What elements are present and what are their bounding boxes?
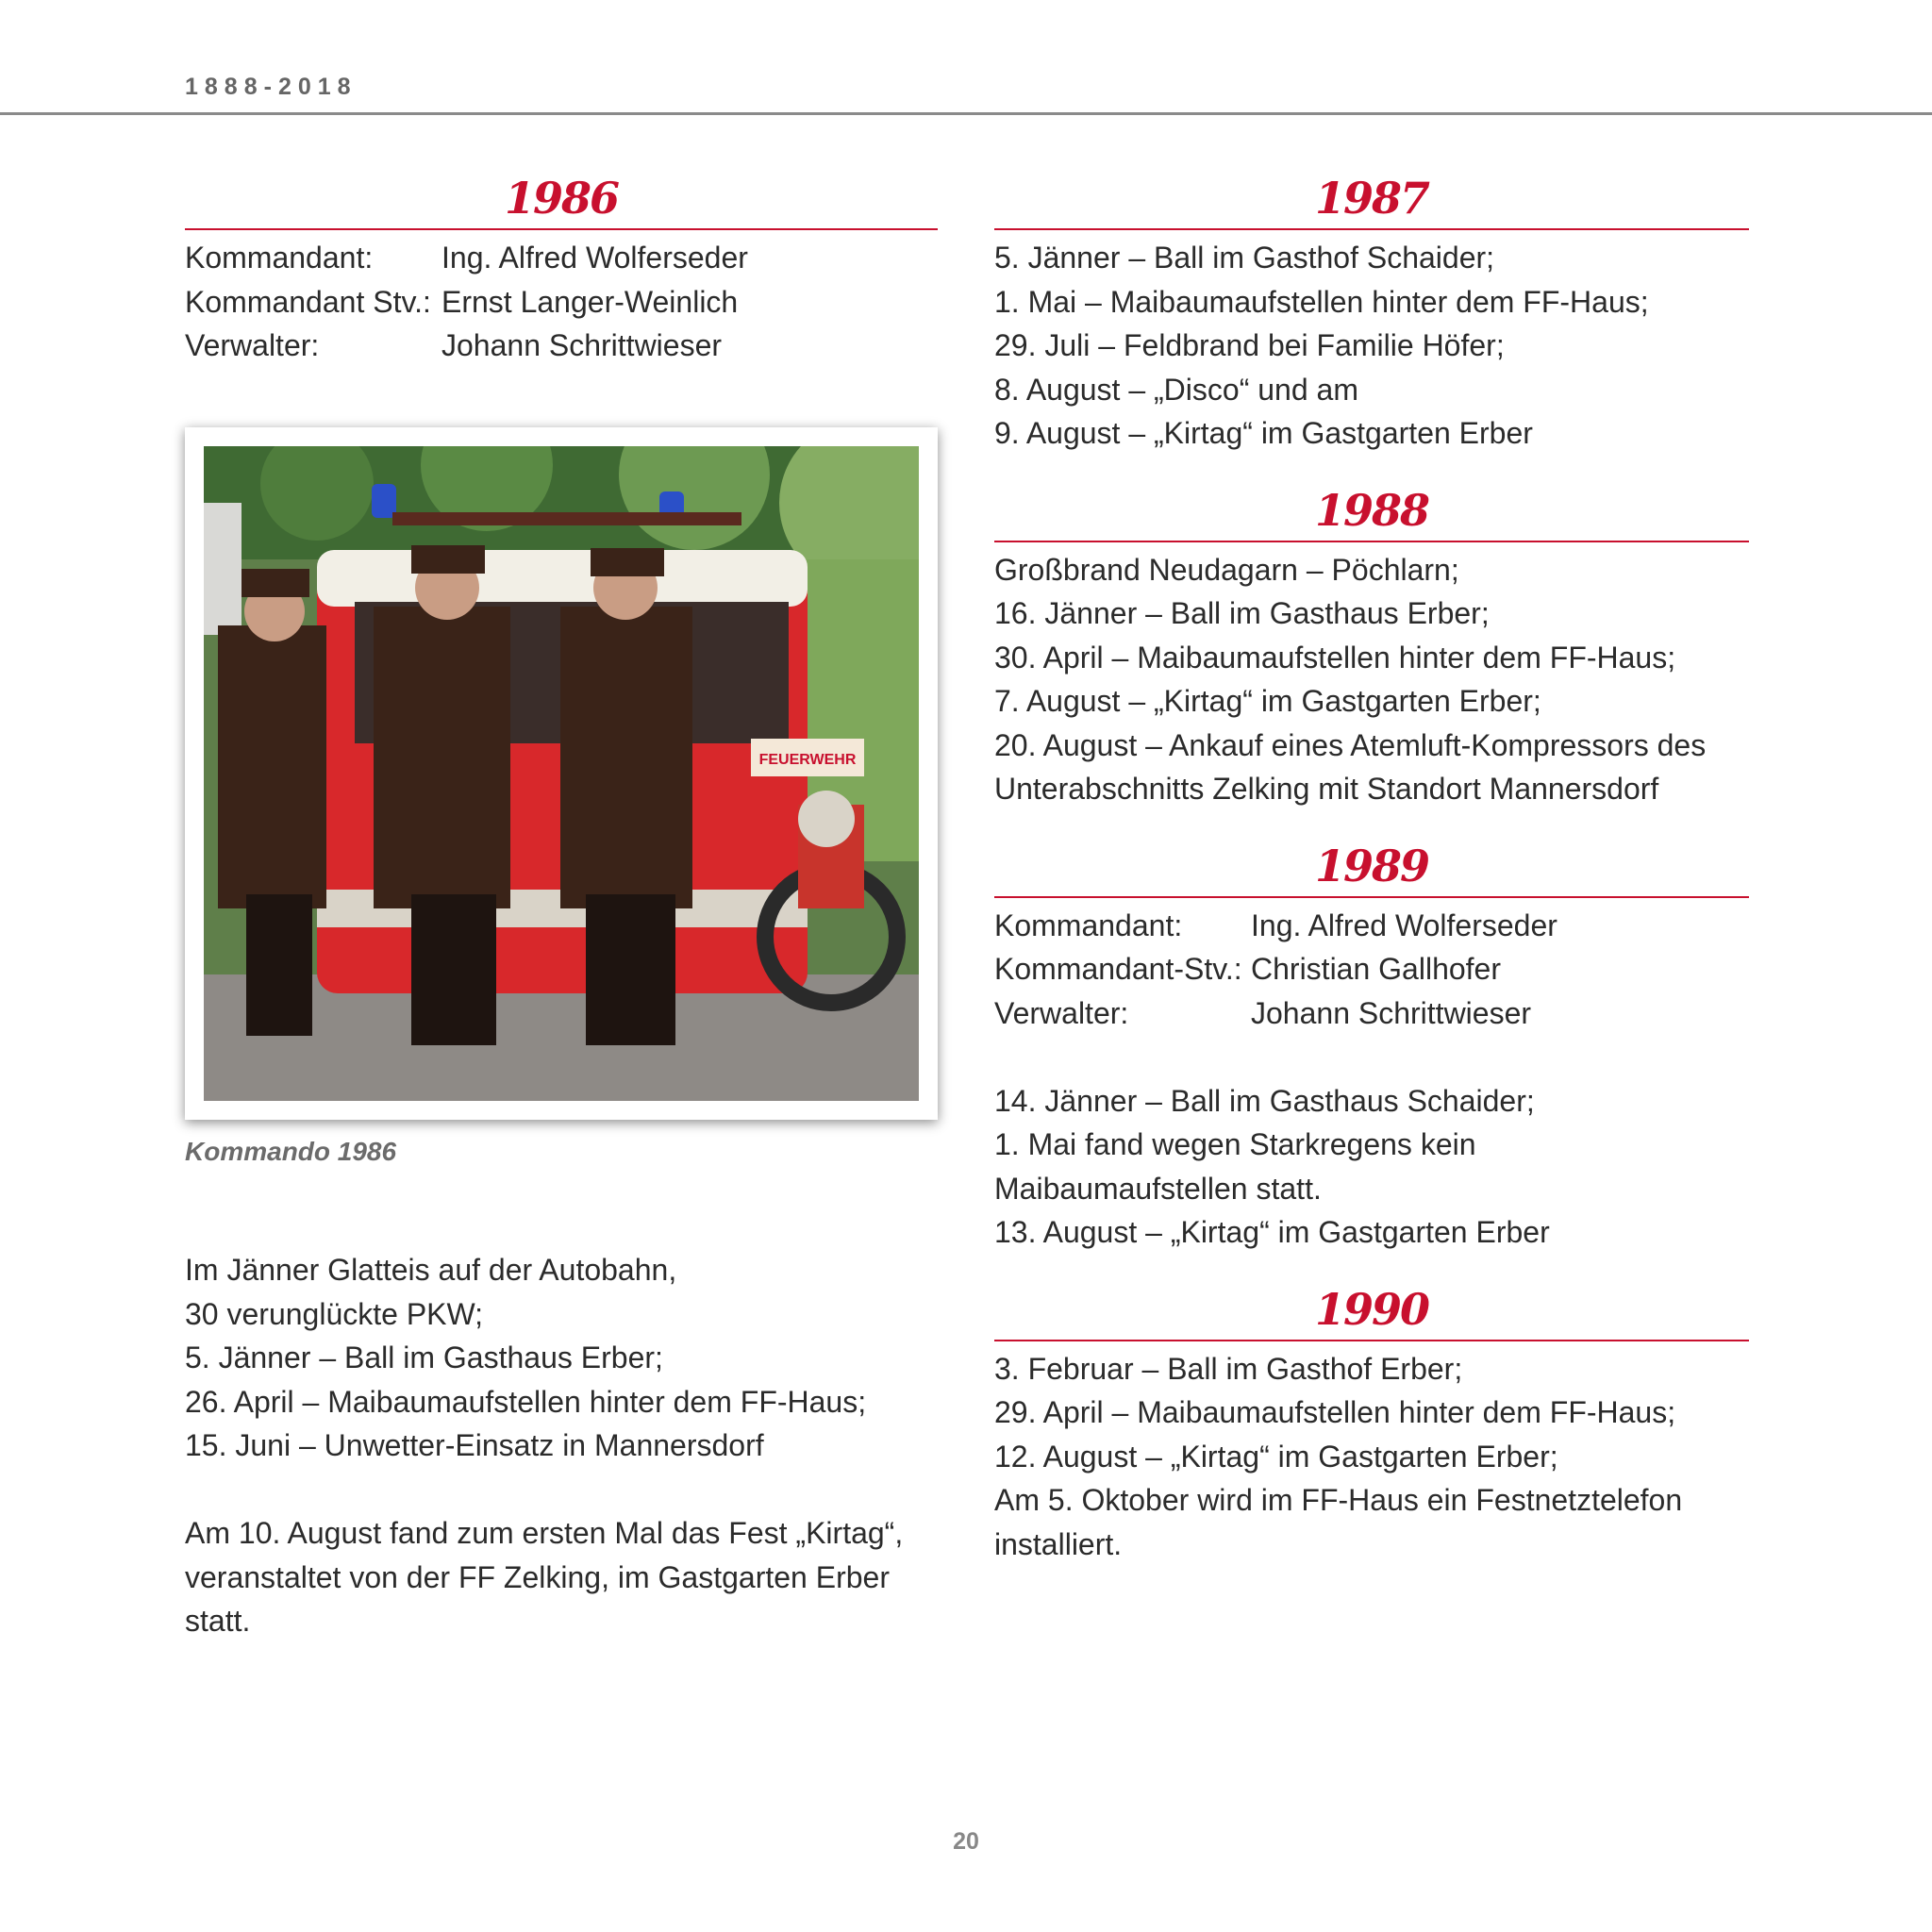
person-name: Johann Schrittwieser [441, 328, 723, 362]
events-1990 [994, 1347, 1749, 1567]
year-heading-1988: 1988 [1314, 484, 1429, 536]
kommando-row [994, 904, 1749, 948]
event-line: Am 5. Oktober wird im FF-Haus ein Festnetztelefon [994, 1483, 1683, 1517]
year-rule [994, 228, 1749, 230]
role-label: Kommandant-Stv.: [994, 952, 1242, 986]
role-label: Verwalter: [185, 328, 320, 362]
event-line: 7. August – „Kirtag“ im Gastgarten Erber; [994, 684, 1541, 718]
event-line: 16. Jänner – Ball im Gasthaus Erber; [994, 596, 1490, 630]
event-line: 14. Jänner – Ball im Gasthaus Schaider; [994, 1083, 1535, 1118]
fest-line: statt. [185, 1604, 251, 1638]
page-header-label: 1888-2018 [185, 74, 358, 100]
event-line: 20. August – Ankauf eines Atemluft-Kompressors des [994, 727, 1707, 762]
year-heading-1989: 1989 [1314, 840, 1429, 891]
year-rule [185, 228, 938, 230]
kommando-row [994, 991, 1749, 1036]
event-line: 30 verunglückte PKW; [185, 1296, 484, 1331]
role-label: Kommandant Stv.: [185, 284, 431, 319]
left-column [185, 170, 938, 368]
event-line: 13. August – „Kirtag“ im Gastgarten Erber [994, 1215, 1550, 1249]
event-line: 26. April – Maibaumaufstellen hinter dem FF-Haus; [185, 1384, 867, 1419]
events-1986 [185, 1248, 958, 1643]
events-1989 [994, 1079, 1749, 1255]
photo-sign-text: FEUERWEHR [758, 752, 857, 768]
event-line: 5. Jänner – Ball im Gasthof Schaider; [994, 241, 1495, 275]
event-line: 1. Mai fand wegen Starkregens kein [994, 1127, 1476, 1161]
person-name: Christian Gallhofer [1251, 952, 1501, 986]
role-label: Kommandant: [185, 241, 374, 275]
event-line: Unterabschnitts Zelking mit Standort Mannersdorf [994, 772, 1659, 806]
person-name: Ing. Alfred Wolferseder [1251, 908, 1557, 942]
year-rule [994, 541, 1749, 542]
event-line: Großbrand Neudagarn – Pöchlarn; [994, 552, 1459, 587]
kommando-row [994, 947, 1749, 991]
photo-caption: Kommando 1986 [185, 1137, 397, 1166]
event-line: 9. August – „Kirtag“ im Gastgarten Erber [994, 416, 1533, 450]
kommando-list-1986 [185, 236, 938, 368]
event-line: 1. Mai – Maibaumaufstellen hinter dem FF-Haus; [994, 284, 1649, 319]
role-label: Verwalter: [994, 995, 1129, 1030]
event-line: 29. April – Maibaumaufstellen hinter dem FF-Haus; [994, 1395, 1676, 1429]
event-line: 8. August – „Disco“ und am [994, 372, 1358, 407]
right-column [994, 170, 1749, 1566]
fest-line: veranstaltet von der FF Zelking, im Gastgarten Erber [185, 1559, 890, 1594]
kommando-row [185, 280, 938, 325]
kommando-row [185, 324, 938, 368]
person-name: Johann Schrittwieser [1251, 995, 1532, 1030]
year-rule [994, 1340, 1749, 1341]
kommando-photo [204, 446, 919, 1101]
page-number: 20 [953, 1828, 979, 1855]
role-label: Kommandant: [994, 908, 1183, 942]
year-heading-1987: 1987 [1314, 173, 1429, 224]
kommando-row [185, 236, 938, 280]
event-line: 3. Februar – Ball im Gasthof Erber; [994, 1351, 1463, 1386]
photo-frame [185, 427, 938, 1120]
person-name: Ing. Alfred Wolferseder [441, 241, 748, 275]
header-rule [0, 112, 1932, 115]
event-line: Maibaumaufstellen statt. [994, 1171, 1322, 1206]
event-line: 30. April – Maibaumaufstellen hinter dem FF-Haus; [994, 640, 1676, 675]
year-heading-1986: 1986 [504, 173, 619, 224]
year-heading-1990: 1990 [1314, 1283, 1429, 1335]
fest-line: Am 10. August fand zum ersten Mal das Fest „Kirtag“, [185, 1516, 904, 1550]
person-name: Ernst Langer-Weinlich [441, 284, 739, 319]
event-line: 5. Jänner – Ball im Gasthaus Erber; [185, 1341, 663, 1374]
event-line: 15. Juni – Unwetter-Einsatz in Mannersdorf [185, 1428, 764, 1462]
kommando-list-1989 [994, 904, 1749, 1036]
event-line: 12. August – „Kirtag“ im Gastgarten Erber; [994, 1439, 1558, 1474]
event-line: installiert. [994, 1526, 1123, 1561]
event-line: 29. Juli – Feldbrand bei Familie Höfer; [994, 328, 1505, 362]
year-rule [994, 896, 1749, 898]
event-line: Im Jänner Glatteis auf der Autobahn, [185, 1253, 677, 1287]
events-1988 [994, 548, 1749, 811]
events-1987 [994, 236, 1749, 456]
